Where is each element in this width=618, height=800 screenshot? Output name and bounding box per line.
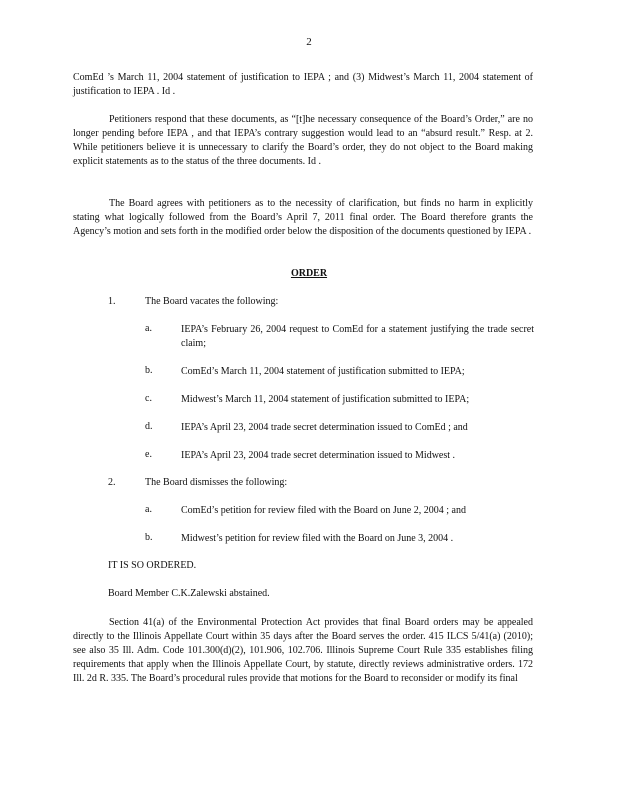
sub-item-text: IEPA’s February 26, 2004 request to ComEd for a statement justifying the trade secret claim; — [181, 324, 534, 349]
sub-item-letter: a. — [145, 323, 152, 334]
so-ordered-line: IT IS SO ORDERED. — [108, 560, 197, 571]
order-item-text: The Board vacates the following: — [145, 296, 279, 307]
paragraph-appeal-rights: Section 41(a) of the Environmental Protection Act provides that final Board orders may be appealed directly to the Illinois Appellate Court within 35 days after the Board serves the order. 415 ILCS 5/41(a) (2010); see also 35 Ill. Adm. Code 101.300(d)(2), 101.906, 102.706. Illinois Supreme Court Rule 335 establishes filing requirements that apply when the Illinois Appellate Court, by statute, directly reviews administrative orders. 172 Ill. 2d R. 335. The Board’s procedural rules provide that motions for the Board to reconsider or modify its final — [73, 617, 533, 684]
paragraph-petitioners-response: Petitioners respond that these documents, as “[t]he necessary consequence of the Board’s Order,” are no longer pending before IEPA , and that IEPA’s contrary suggestion would lead to an “absurd result.” Resp. at 2. While petitioners believe it is unnecessary to clarify the Board’s order, they do not object to the Board making explicit statements as to the status of the three documents. Id . — [73, 114, 533, 167]
abstention-line: Board Member C.K.Zalewski abstained. — [108, 588, 270, 599]
sub-item-text: ComEd’s March 11, 2004 statement of justification submitted to IEPA; — [181, 366, 465, 377]
order-item-text: The Board dismisses the following: — [145, 477, 288, 488]
paragraph-intro-continuation: ComEd ’s March 11, 2004 statement of justification to IEPA ; and (3) Midwest’s March 11, 2004 statement of justification to IEPA . Id . — [73, 72, 533, 97]
sub-item-letter: c. — [145, 393, 152, 404]
sub-item-letter: a. — [145, 504, 152, 515]
order-item-number: 1. — [108, 296, 116, 307]
sub-item-text: IEPA’s April 23, 2004 trade secret determination issued to ComEd ; and — [181, 422, 468, 433]
sub-item-text: IEPA’s April 23, 2004 trade secret determination issued to Midwest . — [181, 450, 456, 461]
page-number: 2 — [306, 36, 312, 48]
sub-item-text: Midwest’s petition for review filed with the Board on June 3, 2004 . — [181, 533, 454, 544]
order-item-number: 2. — [108, 477, 116, 488]
sub-item-letter: b. — [145, 532, 153, 543]
paragraph-board-agrees: The Board agrees with petitioners as to the necessity of clarification, but finds no harm in explicitly stating what logically followed from the Board’s April 7, 2011 final order. The Board therefore grants the Agency’s motion and sets forth in the modified order below the disposition of the documents questioned by IEPA . — [73, 198, 533, 237]
sub-item-text: Midwest’s March 11, 2004 statement of justification submitted to IEPA; — [181, 394, 470, 405]
order-heading: ORDER — [290, 268, 328, 279]
sub-item-letter: e. — [145, 449, 152, 460]
sub-item-letter: d. — [145, 421, 153, 432]
sub-item-letter: b. — [145, 365, 153, 376]
sub-item-text: ComEd’s petition for review filed with the Board on June 2, 2004 ; and — [181, 505, 466, 516]
